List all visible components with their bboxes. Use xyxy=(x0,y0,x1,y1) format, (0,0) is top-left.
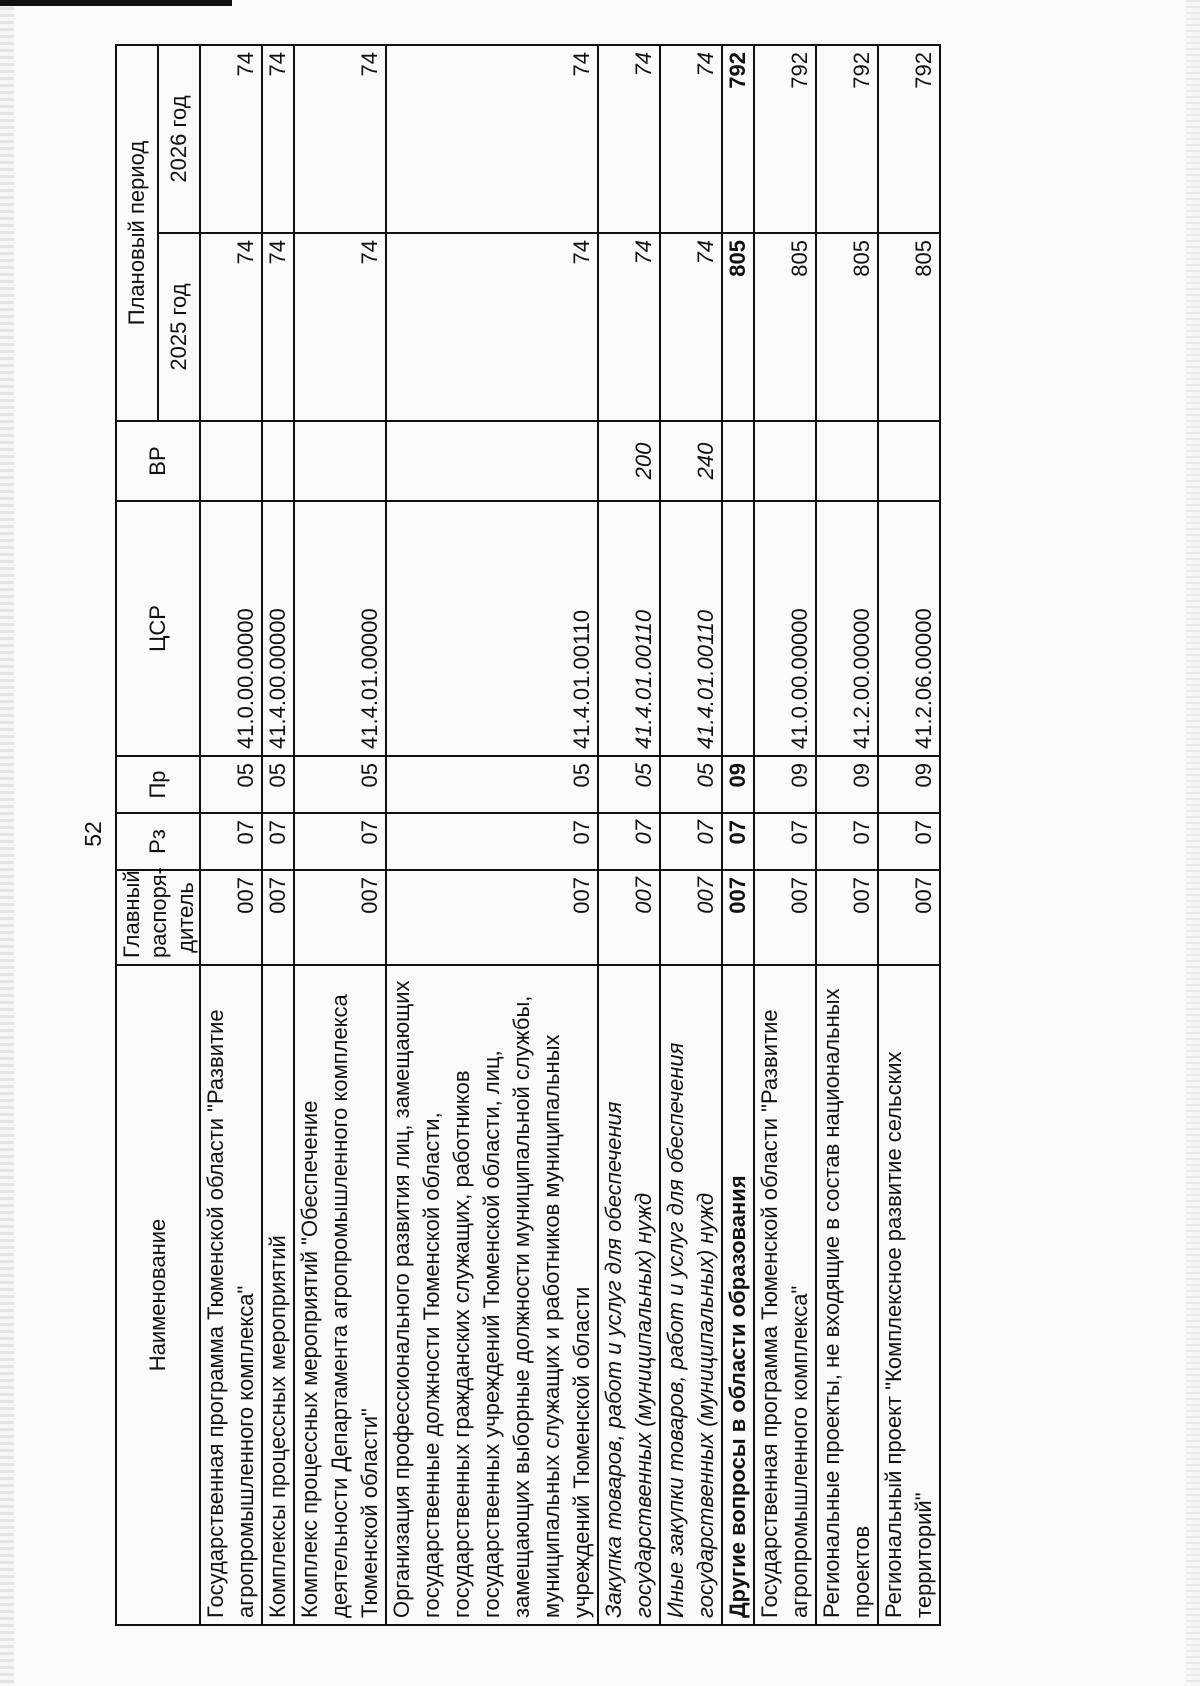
row-2026: 74 xyxy=(598,45,660,233)
row-gr: 007 xyxy=(878,870,940,965)
row-csr: 41.4.01.00110 xyxy=(386,501,598,756)
row-rz: 07 xyxy=(294,813,386,870)
row-pr: 05 xyxy=(386,756,598,813)
row-2025: 74 xyxy=(200,233,262,421)
row-name: Закупка товаров, работ и услуг для обеспечения государственных (муниципальных) нужд xyxy=(598,965,660,1625)
row-rz: 07 xyxy=(660,813,722,870)
row-pr: 09 xyxy=(722,756,754,813)
table-row xyxy=(598,45,660,1625)
row-2025: 805 xyxy=(754,233,816,421)
row-gr: 007 xyxy=(660,870,722,965)
row-rz: 07 xyxy=(722,813,754,870)
row-pr: 05 xyxy=(200,756,262,813)
row-rz: 07 xyxy=(816,813,878,870)
row-name: Организация профессионального развития лиц, замещающих государственные должности Тюменской области, государственных гражданских служащих, работников государственных учреждений Тюменской области, лиц, замещающих выборные должности муниципальной службы, муниципальных служащих и работников муниципальных учреждений Тюменской области xyxy=(386,965,598,1625)
row-pr: 09 xyxy=(816,756,878,813)
row-2026: 792 xyxy=(754,45,816,233)
row-vr xyxy=(200,421,262,501)
table-body xyxy=(200,45,940,1625)
row-pr: 09 xyxy=(878,756,940,813)
row-csr xyxy=(722,501,754,756)
row-name: Комплексы процессных мероприятий xyxy=(262,965,294,1625)
row-2026: 792 xyxy=(816,45,878,233)
budget-table xyxy=(115,44,941,1626)
row-2026: 792 xyxy=(878,45,940,233)
row-2026: 74 xyxy=(200,45,262,233)
row-2025: 74 xyxy=(660,233,722,421)
row-gr: 007 xyxy=(598,870,660,965)
header-2026: 2026 год xyxy=(158,45,200,233)
row-name: Государственная программа Тюменской области "Развитие агропромышленного комплекса" xyxy=(754,965,816,1625)
row-2025: 74 xyxy=(386,233,598,421)
row-vr xyxy=(722,421,754,501)
row-pr: 09 xyxy=(754,756,816,813)
row-csr: 41.0.00.00000 xyxy=(200,501,262,756)
row-csr: 41.2.06.00000 xyxy=(878,501,940,756)
row-vr: 200 xyxy=(598,421,660,501)
row-name: Государственная программа Тюменской области "Развитие агропромышленного комплекса" xyxy=(200,965,262,1625)
row-vr: 240 xyxy=(660,421,722,501)
row-2026: 792 xyxy=(722,45,754,233)
row-rz: 07 xyxy=(878,813,940,870)
row-2025: 74 xyxy=(598,233,660,421)
row-name: Комплекс процессных мероприятий "Обеспечение деятельности Департамента агропромышленного комплекса Тюменской области" xyxy=(294,965,386,1625)
table-row xyxy=(660,45,722,1625)
table-row xyxy=(262,45,294,1625)
header-rz: Рз xyxy=(116,813,200,870)
row-rz: 07 xyxy=(262,813,294,870)
row-2025: 805 xyxy=(722,233,754,421)
header-plan-period: Плановый период xyxy=(116,45,158,421)
row-vr xyxy=(294,421,386,501)
row-2026: 74 xyxy=(294,45,386,233)
row-gr: 007 xyxy=(200,870,262,965)
table-row xyxy=(386,45,598,1625)
row-gr: 007 xyxy=(262,870,294,965)
row-csr: 41.4.01.00000 xyxy=(294,501,386,756)
row-2026: 74 xyxy=(386,45,598,233)
table-row xyxy=(754,45,816,1625)
row-rz: 07 xyxy=(200,813,262,870)
row-2026: 74 xyxy=(262,45,294,233)
row-name: Иные закупки товаров, работ и услуг для обеспечения государственных (муниципальных) нужд xyxy=(660,965,722,1625)
table-row xyxy=(200,45,262,1625)
table-row xyxy=(722,45,754,1625)
row-csr: 41.4.01.00110 xyxy=(598,501,660,756)
header-glavny: Главный распоря-дитель xyxy=(116,870,200,965)
row-rz: 07 xyxy=(754,813,816,870)
row-vr xyxy=(262,421,294,501)
row-pr: 05 xyxy=(294,756,386,813)
header-2025: 2025 год xyxy=(158,233,200,421)
header-vr: ВР xyxy=(116,421,200,501)
header-name: Наименование xyxy=(116,965,200,1625)
row-name: Региональный проект "Комплексное развитие сельских территорий" xyxy=(878,965,940,1625)
row-name: Другие вопросы в области образования xyxy=(722,965,754,1625)
row-2026: 74 xyxy=(660,45,722,233)
row-gr: 007 xyxy=(386,870,598,965)
row-gr: 007 xyxy=(294,870,386,965)
row-2025: 805 xyxy=(816,233,878,421)
row-gr: 007 xyxy=(722,870,754,965)
header-pr: Пр xyxy=(116,756,200,813)
row-vr xyxy=(878,421,940,501)
row-gr: 007 xyxy=(816,870,878,965)
row-rz: 07 xyxy=(598,813,660,870)
row-csr: 41.4.01.00110 xyxy=(660,501,722,756)
row-pr: 05 xyxy=(598,756,660,813)
table-row xyxy=(878,45,940,1625)
row-csr: 41.2.00.00000 xyxy=(816,501,878,756)
row-gr: 007 xyxy=(754,870,816,965)
row-pr: 05 xyxy=(660,756,722,813)
header-csr: ЦСР xyxy=(116,501,200,756)
row-vr xyxy=(754,421,816,501)
row-name: Региональные проекты, не входящие в состав национальных проектов xyxy=(816,965,878,1625)
row-2025: 805 xyxy=(878,233,940,421)
row-csr: 41.0.00.00000 xyxy=(754,501,816,756)
row-2025: 74 xyxy=(262,233,294,421)
row-vr xyxy=(816,421,878,501)
row-pr: 05 xyxy=(262,756,294,813)
row-csr: 41.4.00.00000 xyxy=(262,501,294,756)
row-rz: 07 xyxy=(386,813,598,870)
row-2025: 74 xyxy=(294,233,386,421)
table-row xyxy=(816,45,878,1625)
page-number: 52 xyxy=(80,821,106,847)
row-vr xyxy=(386,421,598,501)
table-row xyxy=(294,45,386,1625)
